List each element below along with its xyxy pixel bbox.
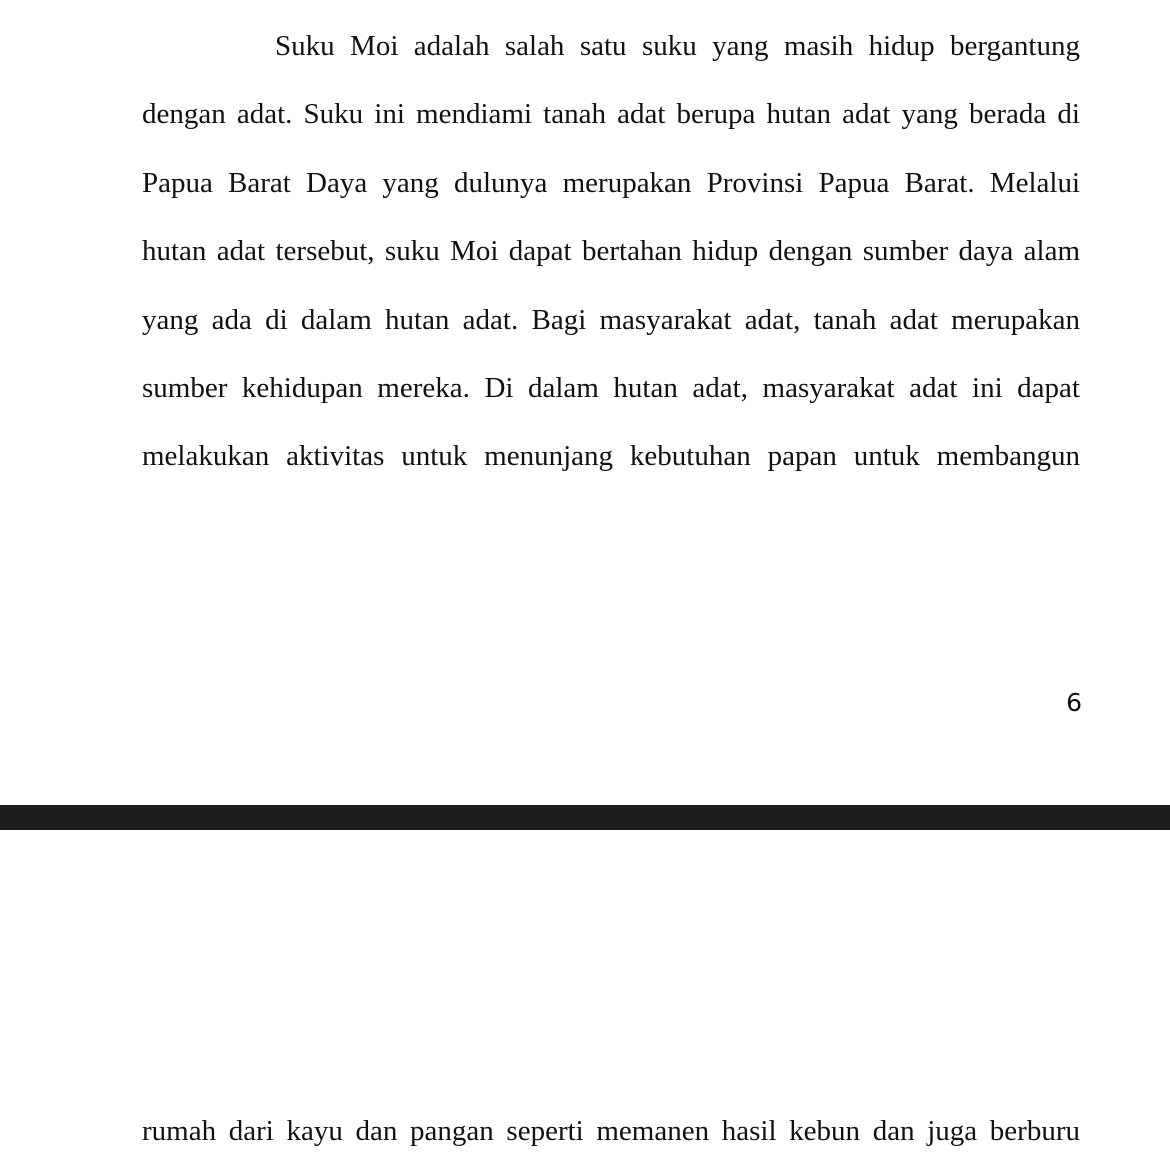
paragraph-line: dengan adat. Suku ini mendiami tanah adat berupa hutan adat yang berada di xyxy=(142,98,1080,130)
document-page xyxy=(0,830,1170,1170)
page-separator xyxy=(0,805,1170,830)
paragraph-line: sumber kehidupan mereka. Di dalam hutan adat, masyarakat adat ini dapat xyxy=(142,372,1080,404)
paragraph-line: yang ada di dalam hutan adat. Bagi masyarakat adat, tanah adat merupakan xyxy=(142,304,1080,336)
paragraph-line: rumah dari kayu dan pangan seperti memanen hasil kebun dan juga berburu xyxy=(142,1115,1080,1147)
page-number: 6 xyxy=(1066,688,1082,717)
paragraph-line: Suku Moi adalah salah satu suku yang masih hidup bergantung xyxy=(275,30,1080,62)
paragraph-line: melakukan aktivitas untuk menunjang kebutuhan papan untuk membangun xyxy=(142,440,1080,472)
paragraph-line: hutan adat tersebut, suku Moi dapat bertahan hidup dengan sumber daya alam xyxy=(142,235,1080,267)
paragraph-line: Papua Barat Daya yang dulunya merupakan Provinsi Papua Barat. Melalui xyxy=(142,167,1080,199)
